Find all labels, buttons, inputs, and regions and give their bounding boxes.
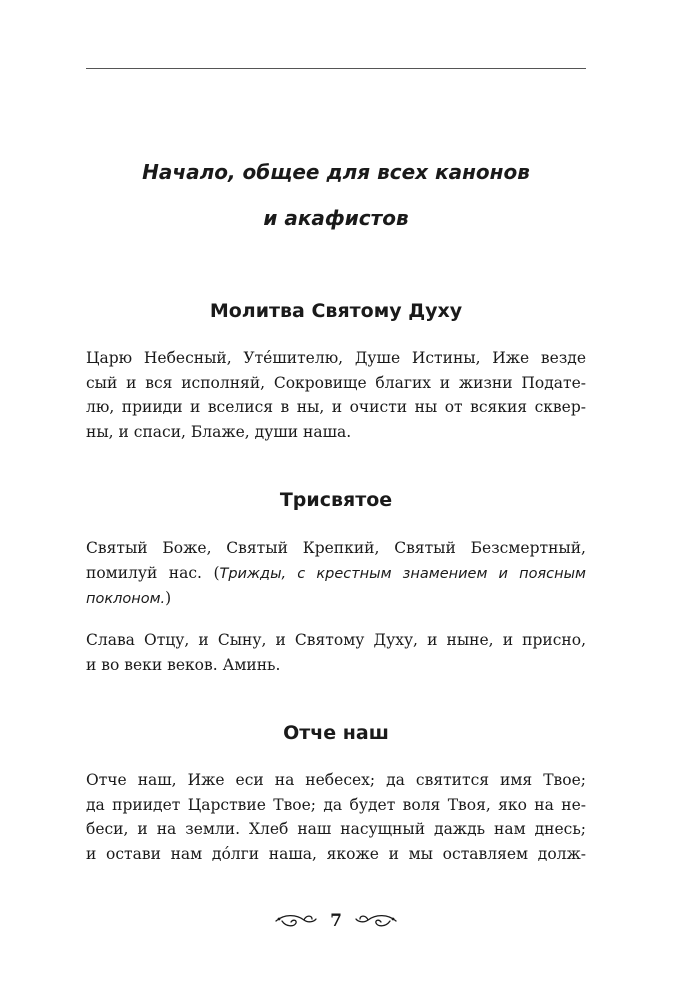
text-line: [86, 586, 586, 612]
text-fragment: ): [165, 589, 172, 607]
rubric-text: Трижды, с крестным знамением и поясным: [219, 565, 586, 582]
text-line: Слава Отцу, и Сыну, и Святому Духу, и ныне, и присно,: [86, 631, 586, 649]
paragraph-spirit-prayer: [86, 346, 586, 444]
text-line: и во веки веков. Аминь.: [86, 655, 281, 674]
text-line: Святый Боже, Святый Крепкий, Святый Безсмертный,: [86, 539, 586, 557]
flourish-right-icon: [354, 911, 398, 931]
text-line: да приидет Царствие Твое; да будет воля Твоя, яко на не-: [86, 795, 586, 814]
text-line: ны, и спаси, Блаже, души наша.: [86, 422, 352, 441]
chapter-title-line-1: Начало, общее для всех канонов: [142, 160, 530, 184]
paragraph-trisagion: [86, 536, 586, 612]
chapter-title-line-2: и акафистов: [263, 206, 409, 230]
page-footer: [86, 906, 586, 936]
heading-trisagion: Трисвятое: [279, 489, 393, 511]
text-line: беси, и на земли. Хлеб наш насущный даждь нам днесь;: [86, 820, 586, 838]
text-line: [86, 561, 586, 587]
text-line: лю, прииди и вселися в ны, и очисти ны от всякия сквер-: [86, 398, 586, 416]
text-line: и остави нам до́лги наша, якоже и мы оставляем долж-: [86, 844, 586, 863]
text-line: сый и вся исполняй, Сокровище благих и жизни Подате-: [86, 373, 586, 392]
paragraph-our-father: [86, 768, 586, 866]
page-number: 7: [330, 911, 342, 931]
text-fragment: помилуй нас. (: [86, 563, 220, 582]
heading-spirit-prayer: Молитва Святому Духу: [209, 300, 463, 322]
header-rule: [86, 68, 586, 69]
flourish-left-icon: [274, 911, 318, 931]
text-line: Отче наш, Иже еси на небесех; да святится имя Твое;: [86, 771, 586, 789]
text-line: Царю Небесный, Уте́шителю, Душе Истины, Иже везде: [86, 349, 586, 367]
heading-our-father: Отче наш: [283, 722, 389, 744]
rubric-text: поклоном.: [86, 591, 166, 607]
paragraph-doxology: [86, 628, 586, 677]
